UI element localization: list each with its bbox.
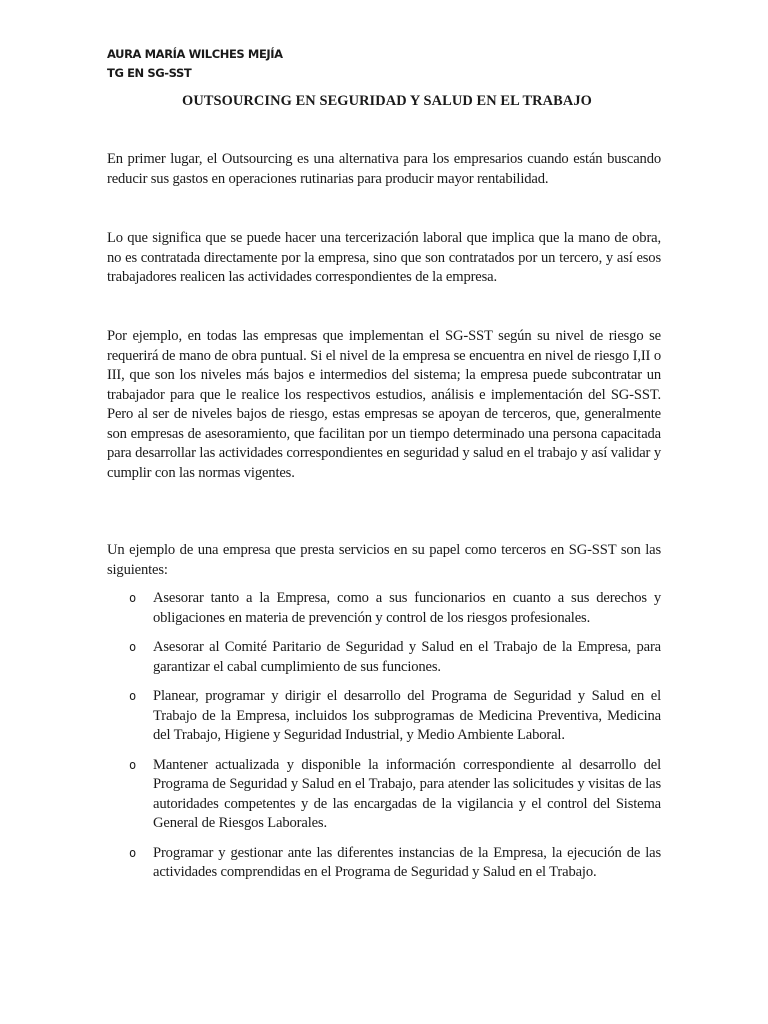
bullet-marker: o <box>129 640 137 654</box>
author-program: TG EN SG-SST <box>107 66 192 80</box>
list-item <box>107 638 661 677</box>
bullet-marker: o <box>129 845 137 860</box>
list-item <box>107 589 661 628</box>
author-block <box>107 45 283 83</box>
list-item <box>107 687 661 746</box>
paragraph-list-intro: Un ejemplo de una empresa que presta servicios en su papel como terceros en SG-SST son las siguientes: <box>107 542 661 578</box>
list-item-text: Asesorar al Comité Paritario de Seguridad y Salud en el Trabajo de la Empresa, para garantizar el cabal cumplimiento de sus funciones. <box>153 639 661 675</box>
paragraph-definition: Lo que significa que se puede hacer una tercerización laboral que implica que la mano de obra, no es contratada directamente por la empresa, sino que son contratados por un tercero, y así esos trabajadores realicen las actividades correspondientes de la empresa. <box>107 230 661 285</box>
list-item-text: Mantener actualizada y disponible la información correspondiente al desarrollo del Programa de Seguridad y Salud en el Trabajo, para atender las solicitudes y visitas de las autoridades competentes y de las encargadas de la vigilancia y el control del Sistema General de Riesgos Laborales. <box>153 756 661 831</box>
document-title: OUTSOURCING EN SEGURIDAD Y SALUD EN EL TRABAJO <box>182 93 592 109</box>
services-list <box>107 589 661 893</box>
list-item <box>107 844 661 883</box>
paragraph-example: Por ejemplo, en todas las empresas que implementan el SG-SST según su nivel de riesgo se requerirá de mano de obra puntual. Si el nivel de la empresa se encuentra en nivel de riesgo I,II o III, que son los niveles más bajos e intermedios del sistema; la empresa puede subcontratar un trabajador para que le realice los respectivos estudios, análisis e implementación del SG-SST. Pero al ser de niveles bajos de riesgo, estas empresas se apoyan de terceros, que, generalmente son empresas de asesoramiento, que facilitan por un tiempo determinado una persona capacitada para desarrollar las actividades correspondientes en seguridad y salud en el trabajo y así validar y cumplir con las normas vigentes. <box>107 328 661 481</box>
list-item-text: Planear, programar y dirigir el desarrollo del Programa de Seguridad y Salud en el Trabajo de la Empresa, incluidos los subprogramas de Medicina Preventiva, Medicina del Trabajo, Higiene y Seguridad Industrial, y Medio Ambiente Laboral. <box>153 688 661 743</box>
list-item <box>107 756 661 834</box>
bullet-marker: o <box>129 689 137 703</box>
list-item-text: Programar y gestionar ante las diferentes instancias de la Empresa, la ejecución de las actividades comprendidas en el Programa de Seguridad y Salud en el Trabajo. <box>153 844 661 880</box>
author-name: AURA MARÍA WILCHES MEJÍA <box>107 47 283 61</box>
list-item-text: Asesorar tanto a la Empresa, como a sus funcionarios en cuanto a sus derechos y obligaciones en materia de prevención y control de los riesgos profesionales. <box>153 590 661 626</box>
bullet-marker: o <box>129 591 137 605</box>
bullet-marker: o <box>129 757 137 772</box>
paragraph-intro: En primer lugar, el Outsourcing es una alternativa para los empresarios cuando están buscando reducir sus gastos en operaciones rutinarias para producir mayor rentabilidad. <box>107 151 661 187</box>
